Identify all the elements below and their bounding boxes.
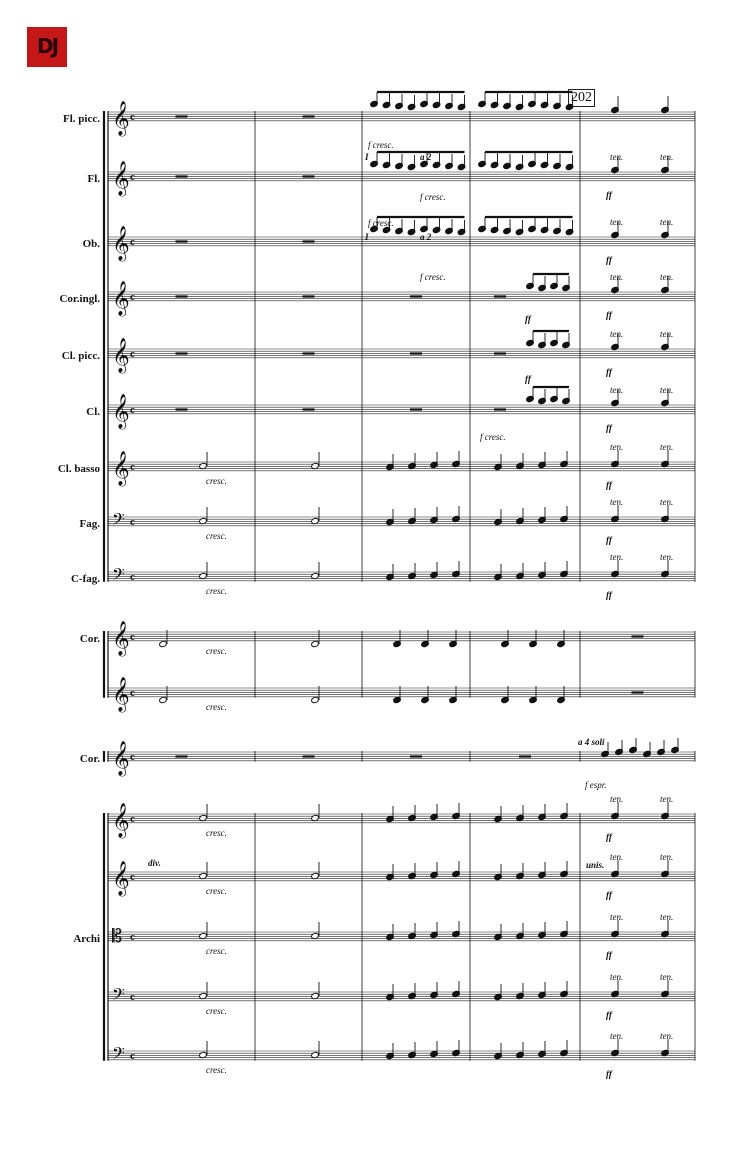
marking-ten: ten.: [610, 497, 624, 507]
whole-rest: [494, 408, 506, 410]
staves-layer: [58, 101, 695, 1067]
bass-clef: 𝄢: [112, 1043, 125, 1067]
marking-cresc: cresc.: [206, 646, 227, 656]
whole-rest: [410, 352, 422, 354]
staff: [58, 451, 695, 487]
whole-rest: [303, 352, 315, 354]
staff: [108, 1043, 695, 1067]
marking-unis: unis.: [586, 860, 605, 870]
time-signature: c: [130, 236, 135, 248]
marking-ff: ff: [606, 367, 612, 377]
whole-rest: [176, 175, 188, 177]
marking-ten: ten.: [610, 912, 624, 922]
marking-ten: ten.: [660, 217, 674, 227]
staff: [73, 926, 695, 947]
whole-rest: [176, 755, 188, 757]
treble-clef: 𝄞: [112, 451, 130, 486]
marking-ten: ten.: [660, 852, 674, 862]
treble-clef: 𝄞: [112, 803, 130, 838]
time-signature: c: [130, 991, 135, 1003]
marking-ten: ten.: [610, 972, 624, 982]
marking-ten: ten.: [660, 794, 674, 804]
instrument-label: Cor.ingl.: [59, 293, 100, 305]
marking-ff: ff: [525, 314, 531, 324]
whole-rest: [410, 295, 422, 297]
marking-a2: a 2: [420, 232, 432, 242]
marking-ten: ten.: [660, 912, 674, 922]
time-signature: c: [130, 291, 135, 303]
instrument-label: Cl. basso: [57, 463, 100, 475]
treble-clef: 𝄞: [112, 394, 130, 429]
barlines-layer: [104, 111, 695, 1061]
marking-ff: ff: [606, 832, 612, 842]
staff: [62, 338, 695, 374]
whole-rest: [494, 352, 506, 354]
treble-clef: 𝄞: [112, 101, 130, 136]
marking-ff: ff: [606, 590, 612, 600]
marking-ff: ff: [606, 480, 612, 490]
marking-ten: ten.: [610, 152, 624, 162]
instrument-label: Cl.: [86, 406, 100, 418]
staff: [63, 101, 695, 137]
instrument-label: Cor.: [79, 753, 100, 765]
instrument-label: Fag.: [79, 518, 100, 530]
marking-f-cresc: f cresc.: [420, 272, 446, 282]
marking-ten: ten.: [660, 329, 674, 339]
logo-text: DJ: [36, 34, 58, 58]
whole-rest: [632, 635, 644, 637]
whole-rest: [303, 115, 315, 117]
whole-rest: [176, 115, 188, 117]
time-signature: c: [130, 461, 135, 473]
instrument-label: Fl.: [87, 173, 100, 185]
time-signature: c: [130, 348, 135, 360]
rehearsal-number: 202: [568, 89, 595, 107]
marking-ff: ff: [606, 423, 612, 433]
marking-ten: ten.: [610, 1031, 624, 1041]
marking-ten: ten.: [660, 385, 674, 395]
staff: [80, 621, 695, 657]
marking-ten: ten.: [660, 272, 674, 282]
marking-ten: ten.: [660, 1031, 674, 1041]
staff: [86, 394, 695, 430]
whole-rest: [303, 408, 315, 410]
marking-f-cresc: f cresc.: [368, 140, 394, 150]
note-head: [159, 696, 168, 703]
note-head: [311, 640, 320, 647]
note-head: [311, 696, 320, 703]
time-signature: c: [130, 516, 135, 528]
marking-ten: ten.: [610, 272, 624, 282]
marking-a4-soli: a 4 soli: [578, 737, 605, 747]
whole-rest: [303, 240, 315, 242]
alto-clef: 𝄡: [112, 926, 123, 947]
bass-clef: 𝄢: [112, 509, 125, 533]
time-signature: c: [130, 404, 135, 416]
instrument-label: C-fag.: [70, 573, 100, 585]
instrument-label: Ob.: [82, 238, 100, 250]
marking-a2: a 2: [420, 152, 432, 162]
marking-ff: ff: [606, 1069, 612, 1079]
whole-rest: [410, 408, 422, 410]
marking-ff: ff: [606, 310, 612, 320]
marking-ten: ten.: [610, 385, 624, 395]
time-signature: c: [130, 751, 135, 763]
treble-clef: 𝄞: [112, 621, 130, 656]
marking-ff: ff: [606, 890, 612, 900]
marking-ten: ten.: [610, 794, 624, 804]
marking-cresc: cresc.: [206, 586, 227, 596]
staff: [87, 161, 695, 197]
bass-clef: 𝄢: [112, 984, 125, 1008]
marking-f-cresc: f cresc.: [368, 218, 394, 228]
treble-clef: 𝄞: [112, 161, 130, 196]
marking-ten: ten.: [660, 497, 674, 507]
whole-rest: [303, 295, 315, 297]
marking-ten: ten.: [610, 217, 624, 227]
whole-rest: [176, 352, 188, 354]
marking-ff: ff: [525, 374, 531, 384]
staff: [108, 984, 695, 1008]
marking-ten: ten.: [610, 852, 624, 862]
whole-rest: [303, 175, 315, 177]
marking-ten: ten.: [610, 329, 624, 339]
marking-cresc: cresc.: [206, 476, 227, 486]
marking-cresc: cresc.: [206, 702, 227, 712]
treble-clef: 𝄞: [112, 226, 130, 261]
whole-rest: [494, 295, 506, 297]
time-signature: c: [130, 871, 135, 883]
instrument-label: Fl. picc.: [63, 113, 100, 125]
marking-ten: ten.: [660, 152, 674, 162]
note-head: [159, 640, 168, 647]
instrument-label: Cor.: [79, 633, 100, 645]
marking-ten: ten.: [660, 972, 674, 982]
marking-ten: ten.: [610, 442, 624, 452]
time-signature: c: [130, 813, 135, 825]
whole-rest: [176, 240, 188, 242]
time-signature: c: [130, 631, 135, 643]
instrument-label: Cl. picc.: [61, 350, 100, 362]
time-signature: c: [130, 171, 135, 183]
time-signature: c: [130, 931, 135, 943]
time-signature: c: [130, 111, 135, 123]
marking-f-cresc: f cresc.: [420, 192, 446, 202]
whole-rest: [519, 755, 531, 757]
marking-ff: ff: [606, 190, 612, 200]
marking-ff: ff: [606, 950, 612, 960]
marking-ff: ff: [606, 535, 612, 545]
time-signature: c: [130, 687, 135, 699]
marking-cresc: cresc.: [206, 828, 227, 838]
whole-rest: [176, 408, 188, 410]
marking-cresc: cresc.: [206, 1006, 227, 1016]
time-signature: c: [130, 571, 135, 583]
marking-f-cresc: f cresc.: [480, 432, 506, 442]
marking-div: div.: [148, 858, 161, 868]
marking-ten: ten.: [610, 552, 624, 562]
whole-rest: [176, 295, 188, 297]
staff: [71, 564, 695, 588]
whole-rest: [632, 691, 644, 693]
marking-cresc: cresc.: [206, 531, 227, 541]
instrument-label: Archi: [73, 933, 100, 945]
treble-clef: 𝄞: [112, 861, 130, 896]
marking-cresc: cresc.: [206, 946, 227, 956]
whole-rest: [410, 755, 422, 757]
treble-clef: 𝄞: [112, 741, 130, 776]
marking-cresc: cresc.: [206, 886, 227, 896]
marking-one: I: [365, 152, 369, 162]
marking-one: I: [365, 232, 369, 242]
bass-clef: 𝄢: [112, 564, 125, 588]
treble-clef: 𝄞: [112, 338, 130, 373]
treble-clef: 𝄞: [112, 281, 130, 316]
time-signature: c: [130, 1050, 135, 1062]
staff: [108, 677, 695, 713]
staff: [59, 281, 695, 317]
marking-ten: ten.: [660, 552, 674, 562]
marking-cresc: cresc.: [206, 1065, 227, 1075]
marking-ff: ff: [606, 1010, 612, 1020]
marking-f-espr: f espr.: [585, 780, 607, 790]
whole-rest: [303, 755, 315, 757]
marking-ten: ten.: [660, 442, 674, 452]
marking-ff: ff: [606, 255, 612, 265]
treble-clef: 𝄞: [112, 677, 130, 712]
